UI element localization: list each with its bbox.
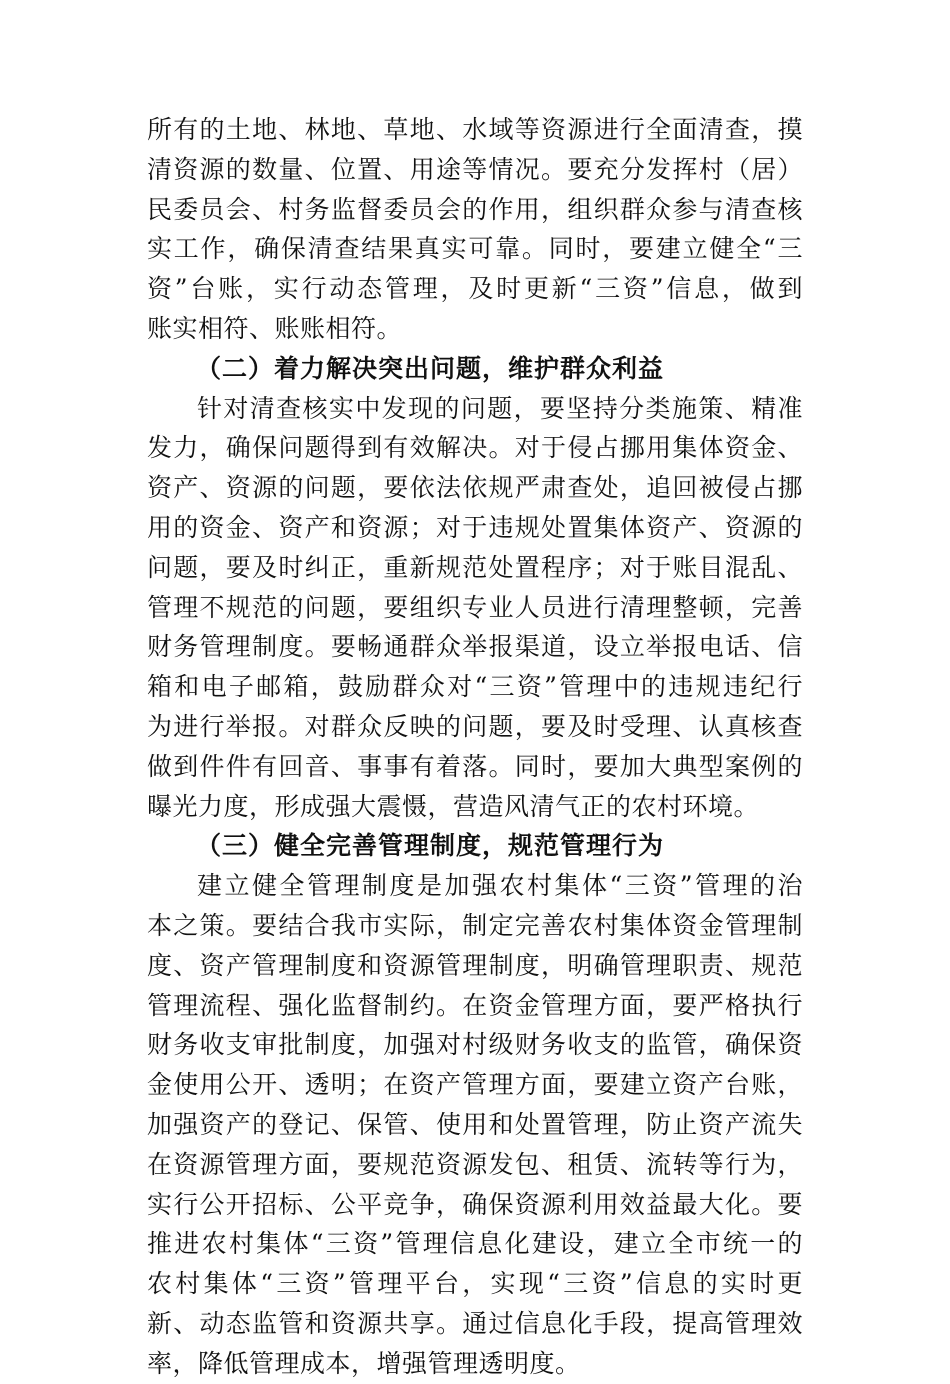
paragraph-3-line-10: 推进农村集体“三资”管理信息化建设，建立全市统一的 [147,1229,803,1258]
paragraph-2-line-3: 资产、资源的问题，要依法依规严肃查处，追回被侵占挪 [147,473,803,502]
paragraph-1-line-5: 资”台账，实行动态管理，及时更新“三资”信息，做到 [147,274,803,303]
paragraph-3-line-5: 财务收支审批制度，加强对村级财务收支的监管，确保资 [147,1030,803,1059]
paragraph-1-line-2: 清资源的数量、位置、用途等情况。要充分发挥村（居） [147,155,803,184]
paragraph-3-line-8: 在资源管理方面，要规范资源发包、租赁、流转等行为， [147,1150,803,1179]
paragraph-2-line-10: 做到件件有回音、事事有着落。同时，要加大典型案例的 [147,752,803,781]
paragraph-2-line-4: 用的资金、资产和资源；对于违规处置集体资产、资源的 [147,513,803,542]
paragraph-3-line-7: 加强资产的登记、保管、使用和处置管理，防止资产流失 [147,1110,803,1139]
paragraph-3-line-4: 管理流程、强化监督制约。在资金管理方面，要严格执行 [147,991,803,1020]
paragraph-2-line-9: 为进行举报。对群众反映的问题，要及时受理、认真核查 [147,712,803,741]
paragraph-3-line-13: 率，降低管理成本，增强管理透明度。 [147,1349,581,1378]
section-heading-2: （二）着力解决突出问题，维护群众利益 [196,354,665,383]
paragraph-2-line-1: 针对清查核实中发现的问题，要坚持分类施策、精准 [197,394,803,423]
paragraph-1-line-3: 民委员会、村务监督委员会的作用，组织群众参与清查核 [147,195,803,224]
paragraph-2-line-5: 问题，要及时纠正，重新规范处置程序；对于账目混乱、 [147,553,803,582]
paragraph-2-line-8: 箱和电子邮箱，鼓励群众对“三资”管理中的违规违纪行 [147,672,803,701]
paragraph-2-line-11: 曝光力度，形成强大震慑，营造风清气正的农村环境。 [147,792,760,821]
paragraph-2-line-7: 财务管理制度。要畅通群众举报渠道，设立举报电话、信 [147,632,803,661]
paragraph-2-line-6: 管理不规范的问题，要组织专业人员进行清理整顿，完善 [147,593,803,622]
section-heading-3: （三）健全完善管理制度，规范管理行为 [196,831,665,860]
paragraph-1-line-6: 账实相符、账账相符。 [147,314,403,343]
paragraph-3-line-2: 本之策。要结合我市实际，制定完善农村集体资金管理制 [147,911,803,940]
paragraph-3-line-3: 度、资产管理制度和资源管理制度，明确管理职责、规范 [147,951,803,980]
paragraph-3-line-12: 新、动态监管和资源共享。通过信息化手段，提高管理效 [147,1309,803,1338]
paragraph-3-line-11: 农村集体“三资”管理平台，实现“三资”信息的实时更 [147,1269,803,1298]
paragraph-1-line-1: 所有的土地、林地、草地、水域等资源进行全面清查，摸 [147,115,803,144]
paragraph-3-line-6: 金使用公开、透明；在资产管理方面，要建立资产台账， [147,1070,803,1099]
paragraph-3-line-9: 实行公开招标、公平竞争，确保资源利用效益最大化。要 [147,1190,803,1219]
paragraph-3-line-1: 建立健全管理制度是加强农村集体“三资”管理的治 [197,871,803,900]
paragraph-1-line-4: 实工作，确保清查结果真实可靠。同时，要建立健全“三 [147,234,803,263]
paragraph-2-line-2: 发力，确保问题得到有效解决。对于侵占挪用集体资金、 [147,433,803,462]
